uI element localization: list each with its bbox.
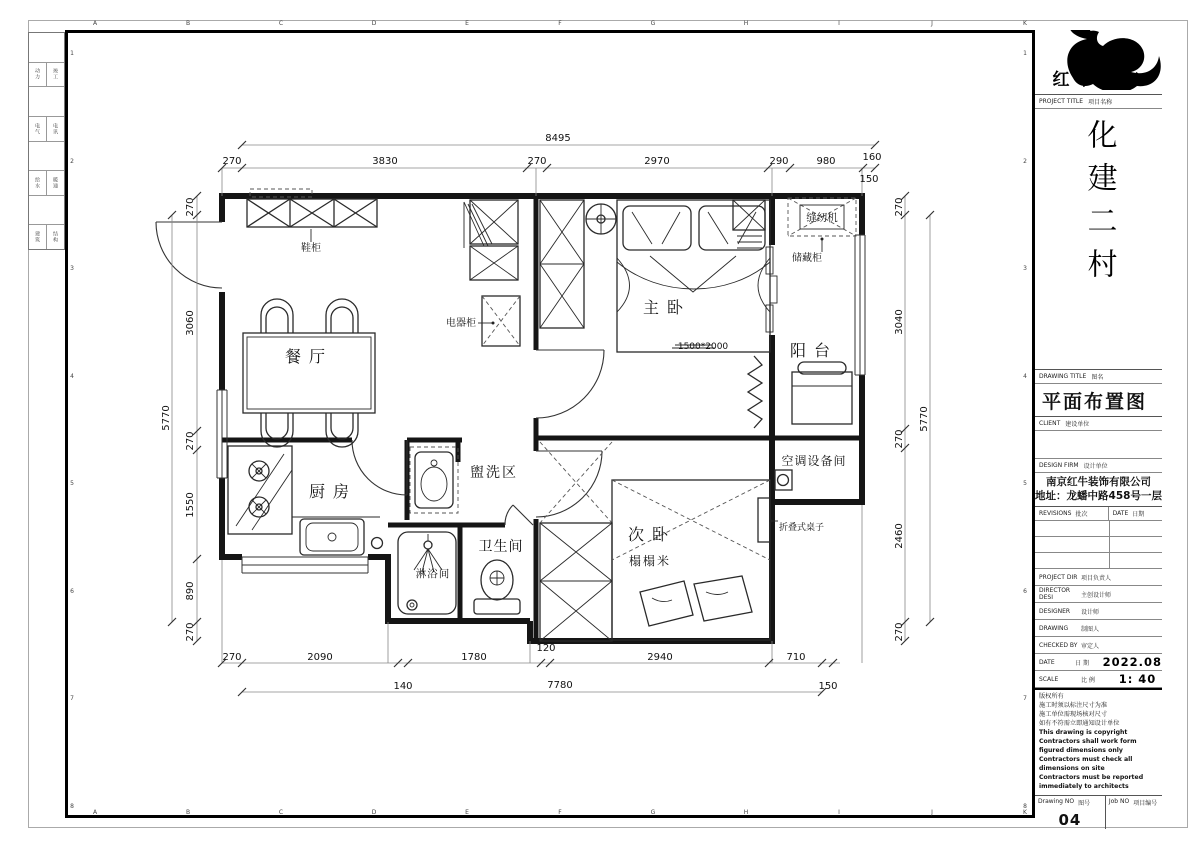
personnel-text: 1: 40: [1118, 672, 1157, 686]
personnel-row: [1035, 603, 1162, 620]
firm-label-en: DESIGN FIRM: [1039, 462, 1079, 469]
grid-letter: C: [278, 20, 284, 27]
personnel-text: DIRECTOR DESI: [1039, 587, 1071, 601]
client-label: [1035, 417, 1162, 431]
room-label-toilet: 卫生间: [478, 539, 524, 555]
grid-letter: H: [743, 20, 749, 27]
grid-number: 7: [70, 695, 74, 703]
dim: 140: [393, 681, 413, 692]
revision-row: [1035, 537, 1162, 553]
ac-unit: [775, 470, 792, 490]
grid-number: 1: [1023, 50, 1027, 57]
discipline-cell: 给水: [29, 171, 47, 195]
firm-address: 地址：龙蟠中路458号一层: [1035, 489, 1162, 502]
discipline-row: [29, 171, 64, 196]
dim: 120: [536, 643, 556, 654]
copyright-notes: [1035, 688, 1162, 796]
grid-letter: I: [838, 809, 840, 816]
column-ruler-top: [90, 20, 1030, 29]
personnel-row: [1035, 637, 1162, 654]
washbasin: [410, 447, 458, 513]
dim: 270: [222, 652, 242, 663]
grid-letter: H: [743, 809, 749, 816]
ceiling-fan-icon: [586, 204, 616, 234]
grid-letter: G: [650, 809, 656, 816]
personnel-text: SCALE: [1039, 675, 1059, 683]
grid-letter: C: [278, 809, 284, 816]
dim: 270: [185, 431, 196, 451]
personnel-row: [1035, 654, 1162, 671]
discipline-cell: 建筑: [29, 225, 47, 249]
note-line: 施工时须以标注尺寸为准: [1039, 701, 1108, 709]
grid-letter: E: [465, 20, 469, 27]
kitchen-counter: [228, 446, 380, 534]
discipline-row: [29, 63, 64, 88]
dim: 270: [894, 197, 905, 217]
project-label-cn: 项目名称: [1088, 99, 1113, 106]
note-line: Contractors shall work form figured dimensions only: [1039, 737, 1137, 754]
grid-number: 3: [1023, 265, 1027, 273]
personnel-text: 制图人: [1081, 625, 1100, 633]
personnel-text: DATE: [1039, 658, 1055, 666]
drawing-label-en: DRAWING TITLE: [1039, 373, 1087, 380]
drawing-title-label: [1035, 370, 1162, 384]
dim: 3060: [185, 310, 196, 336]
dim: 3830: [372, 156, 398, 167]
project-label-en: PROJECT TITLE: [1039, 98, 1084, 105]
firm-name: 南京红牛装饰有限公司: [1046, 475, 1151, 488]
dim: 2940: [647, 652, 673, 663]
grid-number: 8: [70, 802, 74, 810]
personnel-text: 审定人: [1081, 642, 1100, 650]
personnel-text: DRAWING: [1039, 624, 1069, 632]
room-label-wash-area: 盥洗区: [470, 465, 518, 481]
grid-number: 8: [1023, 802, 1027, 810]
drawing-label-cn: 图名: [1091, 374, 1104, 381]
personnel-row: [1035, 569, 1162, 586]
revisions-label-en: REVISIONS: [1039, 510, 1072, 517]
revision-row: [1035, 521, 1162, 537]
grid-letter: A: [92, 20, 98, 27]
dining-table: [243, 299, 375, 447]
grid-number: 4: [1023, 372, 1027, 380]
project-title-label: [1035, 95, 1162, 109]
discipline-cell: 动力: [29, 63, 47, 87]
project-name: 化建二村: [1081, 119, 1117, 291]
grid-letter: K: [1023, 20, 1027, 27]
toilet-door: [505, 505, 533, 525]
drawing-no-label-en: Drawing NO: [1038, 797, 1075, 805]
personnel-text: PROJECT DIR: [1039, 573, 1078, 581]
grid-number: 2: [70, 157, 74, 165]
revision-row: [1035, 553, 1162, 569]
discipline-cell: 电讯: [52, 122, 58, 135]
grid-letter: I: [838, 20, 840, 27]
dim: 290: [769, 156, 789, 167]
label-folding-table: 折叠式桌子: [779, 523, 825, 533]
dim: 980: [816, 156, 836, 167]
toilet: [474, 560, 520, 614]
date-col-label-cn: 日期: [1132, 511, 1145, 518]
note-line: Contractors must be reported immediately to architects: [1039, 773, 1144, 790]
personnel-text: 项目负责人: [1081, 574, 1112, 582]
grid-letter: D: [371, 20, 377, 27]
dim: 8495: [545, 133, 571, 144]
client-value-space: [1035, 431, 1162, 459]
room-label-balcony: 阳台: [789, 341, 839, 360]
drawing-no-value: 04: [1058, 810, 1082, 829]
project-name-section: [1035, 109, 1162, 370]
discipline-row: [29, 225, 64, 249]
job-no-cell: [1106, 796, 1162, 829]
drawing-title: 平面布置图: [1035, 384, 1162, 417]
note-line: 施工单位需现场核对尺寸: [1039, 710, 1108, 718]
grid-letter: B: [185, 809, 191, 816]
grid-letter: J: [931, 809, 933, 816]
design-firm-label: [1035, 459, 1162, 473]
grid-letter: F: [558, 809, 562, 816]
dim: 710: [786, 652, 806, 663]
title-block: [1032, 30, 1162, 829]
note-line: This drawing is copyright: [1039, 728, 1128, 736]
grid-number: 2: [1023, 157, 1027, 165]
column-ruler-bottom: [90, 809, 1030, 818]
personnel-text: 2022.08: [1102, 655, 1162, 669]
radiator-zigzag: [748, 356, 762, 428]
label-storage-cabinet: 储藏柜: [792, 253, 822, 264]
grid-letter: D: [371, 809, 377, 816]
balcony-chair: [792, 362, 852, 424]
dim: 150: [818, 681, 838, 692]
row-ruler-right: [1020, 50, 1030, 810]
master-bedroom-door: [536, 350, 604, 418]
personnel-text: 设计师: [1081, 608, 1100, 616]
personnel-text: CHECKED BY: [1039, 641, 1078, 649]
dim: 3040: [894, 309, 905, 335]
dim: 270: [185, 622, 196, 642]
dim: 150: [859, 174, 879, 185]
room-label-ac-room: 空调设备间: [781, 454, 847, 468]
dim: 1780: [461, 652, 487, 663]
master-bed: [617, 200, 770, 352]
discipline-row: [29, 117, 64, 142]
firm-label-cn: 设计单位: [1083, 463, 1108, 470]
personnel-text: 主创设计师: [1081, 591, 1112, 599]
note-line: Contractors must check all dimensions on site: [1039, 755, 1133, 772]
grid-letter: F: [558, 20, 562, 27]
label-bed-size: 1500*2000: [677, 342, 729, 352]
grid-letter: B: [185, 20, 191, 27]
row-ruler-left: [67, 50, 77, 810]
grid-letter: G: [650, 20, 656, 27]
grid-number: 5: [70, 480, 74, 488]
grid-number: 1: [70, 50, 74, 57]
personnel-text: DESIGNER: [1039, 607, 1071, 615]
personnel-row: [1035, 620, 1162, 637]
entry-door: [156, 222, 222, 288]
personnel-row: [1035, 671, 1162, 688]
second-bedroom-closet: [540, 442, 612, 641]
kitchen-door: [352, 440, 407, 495]
design-firm-info: [1035, 473, 1162, 507]
drawing-no-label-cn: 图号: [1078, 799, 1091, 807]
dim: 270: [894, 429, 905, 449]
grid-number: 6: [1023, 587, 1027, 595]
label-sewing-machine: 缝纫机: [806, 212, 838, 224]
room-label-master-bedroom: 主卧: [642, 298, 692, 317]
label-tatami: 榻榻米: [628, 554, 672, 568]
dim: 2460: [894, 523, 905, 549]
room-label-dining: 餐厅: [284, 347, 334, 366]
personnel-rows: [1035, 569, 1162, 688]
revisions-header: [1035, 507, 1162, 521]
grid-number: 3: [70, 265, 74, 273]
grid-number: 4: [70, 372, 74, 380]
discipline-cell: 竣工: [52, 68, 58, 81]
dim: 5770: [161, 405, 172, 431]
dim: 2090: [307, 652, 333, 663]
discipline-cell: 结构: [52, 231, 58, 244]
dim: 7780: [547, 680, 573, 691]
label-appliance-cabinet: 电器柜: [446, 318, 476, 329]
number-row: [1035, 796, 1162, 829]
grid-letter: A: [92, 809, 98, 816]
dim: 270: [222, 156, 242, 167]
personnel-text: 日 期: [1075, 659, 1090, 667]
date-col-label-en: DATE: [1112, 510, 1129, 517]
dim: 160: [862, 152, 882, 163]
room-label-second-bedroom: 次卧: [627, 525, 677, 544]
grid-letter: J: [931, 20, 933, 27]
room-label-kitchen: 厨房: [308, 482, 358, 501]
grid-letter: K: [1023, 809, 1027, 816]
job-no-label-en: Job NO: [1108, 797, 1130, 805]
dimension-lines: [168, 141, 934, 696]
brand-name: 红牛装饰: [1052, 70, 1145, 90]
revisions-label-cn: 批次: [1075, 511, 1088, 518]
grid-number: 7: [1023, 695, 1027, 703]
discipline-cell: 电气: [29, 117, 47, 141]
dim: 2970: [644, 156, 670, 167]
personnel-text: 比 例: [1081, 676, 1095, 684]
signature-strip: [28, 32, 65, 250]
discipline-cell: 暖通: [52, 176, 58, 189]
dim: 1550: [185, 492, 196, 518]
kitchen-sink: [300, 519, 383, 555]
dim: 270: [894, 622, 905, 642]
client-label-en: CLIENT: [1039, 420, 1061, 427]
dim: 270: [185, 197, 196, 217]
personnel-row: [1035, 586, 1162, 603]
job-no-label-cn: 项目编号: [1133, 799, 1158, 807]
room-label-shower: 淋浴间: [415, 568, 451, 580]
note-line: 版权所有: [1039, 693, 1064, 700]
floor-plan: [150, 95, 990, 735]
dim: 270: [527, 156, 547, 167]
grid-letter: E: [465, 809, 469, 816]
balcony-sliding-door: [766, 247, 777, 332]
client-label-cn: 建设单位: [1065, 421, 1090, 428]
grid-number: 5: [1023, 480, 1027, 488]
grid-number: 6: [70, 587, 74, 595]
logo-section: [1035, 30, 1162, 95]
sewing-machine: [788, 198, 856, 252]
drawing-no-cell: [1035, 796, 1106, 829]
dim: 890: [185, 581, 196, 601]
note-line: 如有不符需立即通知设计单位: [1039, 719, 1120, 727]
dim: 5770: [919, 406, 930, 432]
second-bedroom-door: [536, 451, 602, 517]
label-shoe-cabinet: 鞋柜: [301, 243, 321, 254]
